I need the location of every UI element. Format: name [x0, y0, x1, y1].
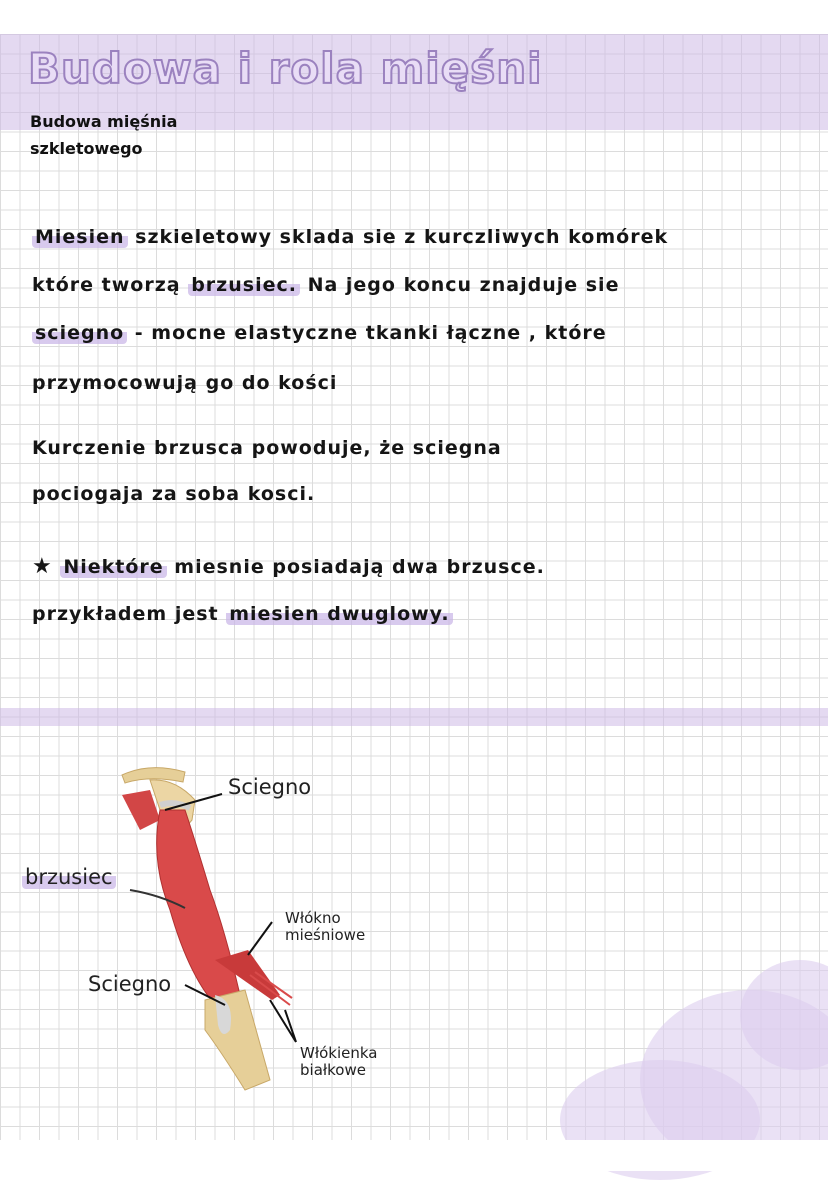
text: - mocne elastyczne tkanki łączne , które [127, 322, 607, 344]
text: Na jego koncu znajduje sie [299, 274, 620, 296]
text-line [32, 274, 619, 296]
label-tendon-top: Sciegno [228, 775, 312, 799]
text-line [32, 554, 545, 579]
label-protein-fibrils [300, 1045, 377, 1079]
text-line [32, 322, 607, 344]
highlight: sciegno [32, 322, 127, 344]
deltoid-muscle [122, 790, 160, 830]
text-line: Kurczenie brzusca powoduje, że sciegna [32, 437, 502, 459]
highlight: Miesien [32, 226, 128, 248]
text-line: przymocowują go do kości [32, 372, 338, 394]
text-line: pociogaja za soba kosci. [32, 483, 316, 505]
highlight: miesien dwuglowy. [226, 603, 452, 625]
text: Włókno [285, 909, 341, 927]
page-margin-top [0, 0, 828, 34]
text: miesnie posiadają dwa brzusce. [166, 556, 545, 578]
text: białkowe [300, 1061, 366, 1079]
text: mieśniowe [285, 926, 366, 944]
forearm-bones [205, 990, 270, 1090]
page-title: Budowa i rola mięśni [28, 44, 543, 93]
pointer-line [270, 1000, 296, 1042]
label-tendon-bottom: Sciegno [88, 972, 172, 996]
subtitle [30, 108, 177, 162]
label-belly [22, 865, 116, 889]
arm-muscle-illustration [0, 750, 450, 1100]
star-icon: ★ [32, 554, 53, 579]
page-margin-bottom [0, 1140, 828, 1171]
highlight: brzusiec [22, 865, 116, 889]
label-muscle-fiber [285, 910, 365, 944]
highlight: Niektóre [60, 556, 166, 578]
subtitle-line: Budowa mięśnia [30, 112, 178, 131]
text-line [32, 226, 668, 248]
text: Włókienka [300, 1044, 378, 1062]
text: które tworzą [32, 274, 189, 296]
text: przykładem jest [32, 603, 227, 625]
highlight: brzusiec. [188, 274, 300, 296]
text-line [32, 603, 453, 625]
subtitle-line: szkletowego [30, 139, 143, 158]
pointer-line [248, 922, 272, 955]
text: szkieletowy sklada sie z kurczliwych komórek [127, 226, 669, 248]
section-divider [0, 708, 828, 726]
